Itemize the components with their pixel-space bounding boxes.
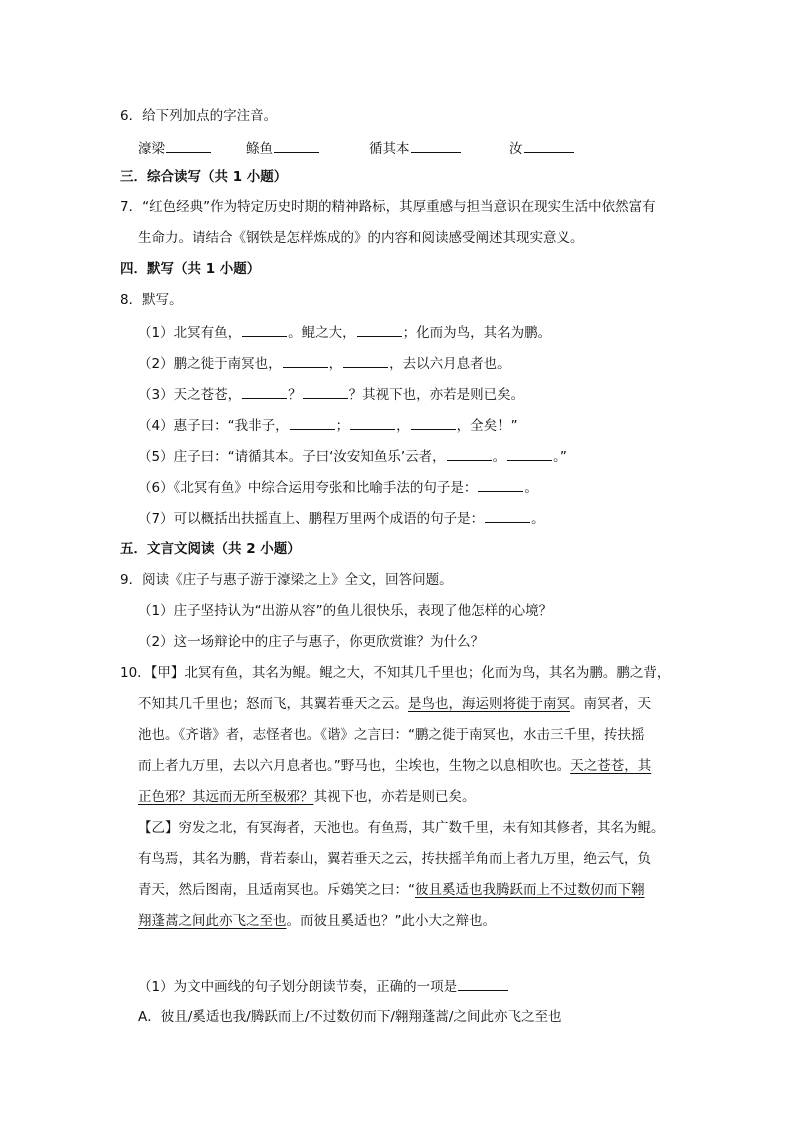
option-a[interactable]: A．彼且/奚适也我/腾跃而上/不过数仞而下/翱翔蓬蒿/之间此亦飞之至也 — [138, 1009, 562, 1025]
underlined-sentence: 是鸟也，海运则将徙于南冥 — [408, 696, 570, 712]
underlined-sentence: 翔蓬蒿之间此亦飞之至也 — [138, 913, 287, 929]
answer-blank[interactable] — [242, 322, 287, 337]
question-7-line-2: 生命力。请结合《钢铁是怎样炼成的》的内容和阅读感受阐述其现实意义。 — [138, 230, 584, 246]
answer-blank[interactable] — [524, 138, 574, 153]
section-heading-3: 三．综合读写（共 1 小题） — [120, 169, 288, 185]
question-9-label: 9．阅读《庄子与惠子游于濠梁之上》全文，回答问题。 — [120, 572, 453, 588]
passage-yi-line-1: 【乙】穷发之北，有冥海者，天池也。有鱼焉，其广数千里，未有知其修者，其名为鲲。 — [138, 820, 665, 836]
dictation-item-2: （2）鹏之徙于南冥也， ， ，去以六月息者也。 — [138, 353, 511, 373]
passage-jia-line-2: 不知其几千里也；怒而飞，其翼若垂天之云。是鸟也，海运则将徙于南冥。南冥者，天 — [138, 696, 651, 712]
question-6-items — [0, 138, 794, 156]
passage-jia-line-1: 10．【甲】北冥有鱼，其名为鲲。鲲之大，不知其几千里也；化而为鸟，其名为鹏。鹏之背， — [120, 665, 671, 681]
pinyin-item: 汝 — [509, 138, 575, 158]
passage-yi-line-3: 青天，然后图南，且适南冥也。斥鴳笑之曰：“彼且奚适也我腾跃而上不过数仞而下翱 — [138, 882, 645, 898]
answer-blank[interactable] — [478, 477, 523, 492]
section-heading-4: 四．默写（共 1 小题） — [120, 261, 261, 277]
pinyin-item: 濠梁 — [138, 138, 212, 158]
dictation-item-5: （5）庄子曰：“请循其本。子曰‘汝安知鱼乐’云者， 。 。” — [138, 446, 567, 466]
answer-blank[interactable] — [343, 353, 388, 368]
dictation-item-6: （6）《北冥有鱼》中综合运用夸张和比喻手法的句子是： 。 — [138, 477, 538, 497]
question-9-sub-2: （2）这一场辩论中的庄子与惠子，你更欣赏谁？为什么？ — [138, 634, 485, 650]
question-8-label: 8．默写。 — [120, 292, 183, 308]
section-heading-5: 五．文言文阅读（共 2 小题） — [120, 541, 301, 557]
passage-jia-line-4: 而上者九万里，去以六月息者也。”野马也，尘埃也，生物之以息相吹也。天之苍苍，其 — [138, 758, 652, 774]
dictation-item-1: （1）北冥有鱼， 。鲲之大， ；化而为鸟，其名为鹏。 — [138, 322, 551, 342]
answer-blank[interactable] — [411, 138, 461, 153]
dictation-item-3: （3）天之苍苍， ？ ？其视下也，亦若是则已矣。 — [138, 384, 524, 404]
answer-blank[interactable] — [283, 353, 328, 368]
question-9-sub-1: （1）庄子坚持认为“出游从容”的鱼儿很快乐，表现了他怎样的心境？ — [138, 603, 553, 619]
answer-blank[interactable] — [350, 415, 395, 430]
answer-blank[interactable] — [242, 384, 287, 399]
underlined-sentence: 天之苍苍，其 — [570, 758, 652, 774]
answer-blank[interactable] — [357, 322, 402, 337]
question-10-sub-1: （1）为文中画线的句子划分朗读节奏，正确的一项是 — [138, 976, 509, 996]
answer-blank[interactable] — [411, 415, 456, 430]
question-6-label: 6．给下列加点的字注音。 — [120, 108, 278, 124]
underlined-sentence: 彼且奚适也我腾跃而上不过数仞而下翱 — [415, 882, 645, 898]
passage-yi-line-4: 翔蓬蒿之间此亦飞之至也。而彼且奚适也？”此小大之辩也。 — [138, 913, 496, 929]
answer-blank[interactable] — [290, 415, 335, 430]
dictation-item-4: （4）惠子曰：“我非子， ； ， ，全矣！” — [138, 415, 518, 435]
passage-yi-line-2: 有鸟焉，其名为鹏，背若泰山，翼若垂天之云，抟扶摇羊角而上者九万里，绝云气，负 — [138, 851, 651, 867]
underlined-sentence: 正色邪？其远而无所至极邪？ — [138, 789, 314, 805]
answer-blank[interactable] — [166, 138, 211, 153]
question-7-line-1: 7．“红色经典”作为特定历史时期的精神路标，其厚重感与担当意识在现实生活中依然富有 — [120, 199, 656, 215]
answer-blank[interactable] — [485, 508, 530, 523]
dictation-item-7: （7）可以概括出扶摇直上、鹏程万里两个成语的句子是： 。 — [138, 508, 545, 528]
answer-blank[interactable] — [447, 446, 492, 461]
passage-jia-line-5: 正色邪？其远而无所至极邪？其视下也，亦若是则已矣。 — [138, 789, 476, 805]
answer-blank[interactable] — [458, 976, 508, 991]
answer-blank[interactable] — [507, 446, 552, 461]
pinyin-item: 循其本 — [369, 138, 462, 158]
answer-blank[interactable] — [274, 138, 319, 153]
pinyin-item: 鲦鱼 — [246, 138, 320, 158]
answer-blank[interactable] — [303, 384, 348, 399]
passage-jia-line-3: 池也。《齐谐》者，志怪者也。《谐》之言曰：“鹏之徙于南冥也，水击三千里，抟扶摇 — [138, 727, 645, 743]
